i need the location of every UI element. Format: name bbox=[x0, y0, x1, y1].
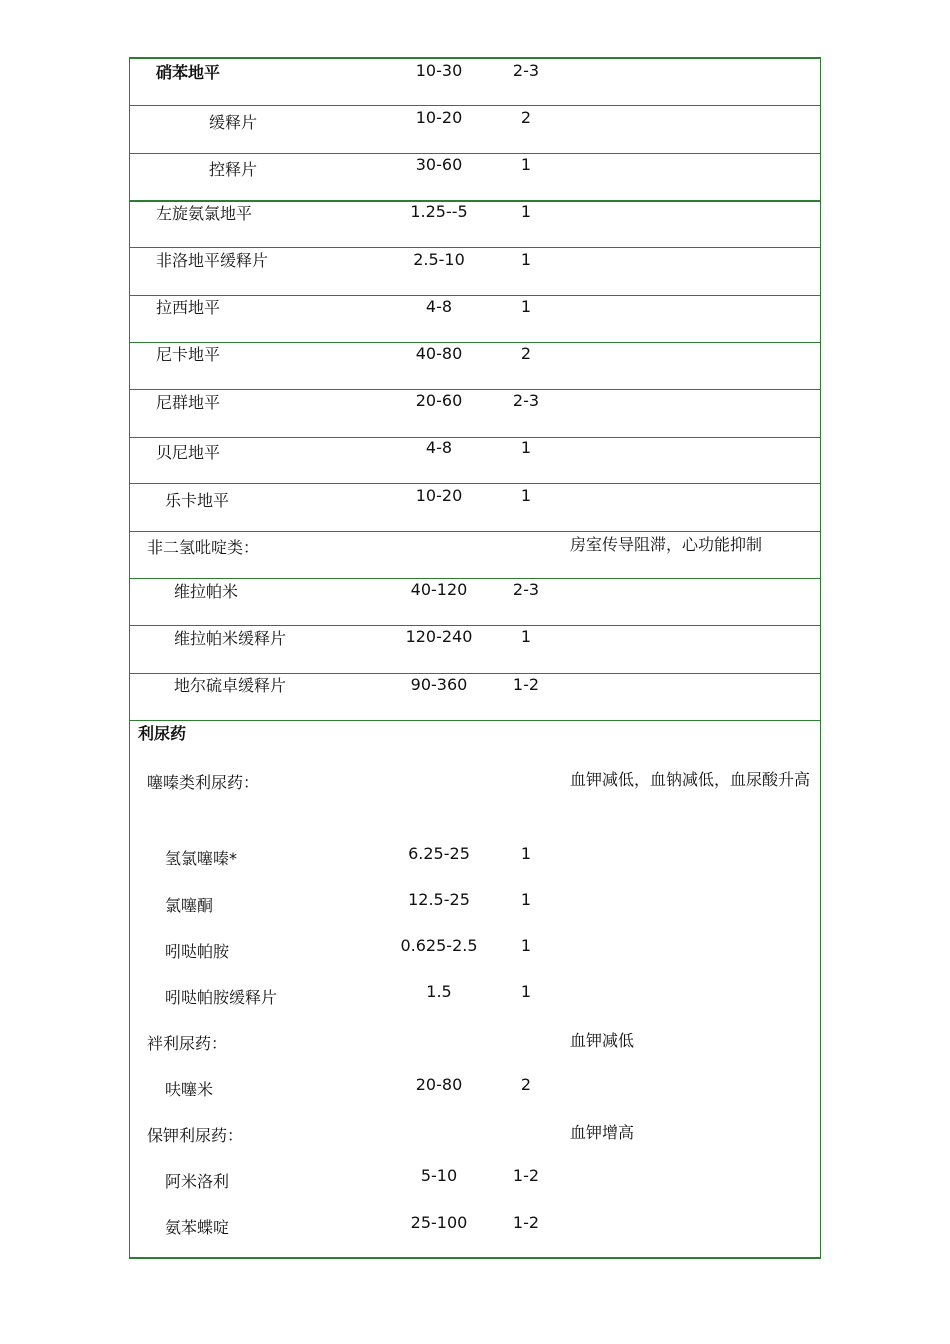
drug-frequency: 2 bbox=[520, 344, 532, 363]
drug-dose: 120-240 bbox=[405, 627, 473, 646]
drug-name: 氢氯噻嗪* bbox=[165, 849, 238, 868]
drug-dose: 25-100 bbox=[410, 1213, 468, 1232]
drug-frequency: 1 bbox=[520, 936, 532, 955]
side-effect-note: 血钾增高 bbox=[570, 1123, 635, 1142]
drug-dose: 90-360 bbox=[410, 675, 468, 694]
drug-dose: 20-60 bbox=[415, 391, 463, 410]
side-effect-note: 房室传导阻滞，心功能抑制 bbox=[570, 535, 763, 554]
drug-dose: 4-8 bbox=[425, 297, 453, 316]
drug-dose: 0.625-2.5 bbox=[400, 936, 478, 955]
drug-name: 阿米洛利 bbox=[165, 1172, 230, 1191]
drug-frequency: 1 bbox=[520, 844, 532, 863]
drug-dose: 40-120 bbox=[410, 580, 468, 599]
drug-frequency: 1 bbox=[520, 155, 532, 174]
drug-frequency: 1 bbox=[520, 890, 532, 909]
drug-dose: 30-60 bbox=[415, 155, 463, 174]
drug-name: 贝尼地平 bbox=[156, 443, 221, 462]
drug-name: 维拉帕米缓释片 bbox=[174, 629, 287, 648]
drug-name: 控释片 bbox=[209, 160, 258, 179]
row-divider bbox=[129, 247, 821, 248]
drug-category: 噻嗪类利尿药： bbox=[147, 773, 260, 792]
drug-frequency: 1-2 bbox=[512, 675, 540, 694]
drug-dose: 10-30 bbox=[415, 61, 463, 80]
drug-frequency: 2-3 bbox=[512, 391, 540, 410]
drug-name: 地尔硫卓缓释片 bbox=[174, 676, 287, 695]
drug-dose: 5-10 bbox=[420, 1166, 458, 1185]
row-divider bbox=[129, 720, 821, 721]
drug-dose: 10-20 bbox=[415, 486, 463, 505]
drug-name: 尼卡地平 bbox=[156, 345, 221, 364]
drug-name: 乐卡地平 bbox=[165, 491, 230, 510]
drug-frequency: 1-2 bbox=[512, 1213, 540, 1232]
row-divider bbox=[129, 625, 821, 626]
row-divider bbox=[129, 673, 821, 674]
row-divider bbox=[129, 295, 821, 296]
drug-dose: 1.5 bbox=[426, 982, 452, 1001]
drug-frequency: 1 bbox=[520, 202, 532, 221]
drug-dose: 12.5-25 bbox=[408, 890, 470, 909]
drug-name: 呋噻米 bbox=[165, 1080, 214, 1099]
drug-name: 氨苯蝶啶 bbox=[165, 1218, 230, 1237]
section-heading: 利尿药 bbox=[138, 724, 187, 743]
drug-frequency: 2 bbox=[520, 108, 532, 127]
drug-dose: 2.5-10 bbox=[413, 250, 465, 269]
drug-frequency: 1 bbox=[520, 250, 532, 269]
drug-category: 袢利尿药： bbox=[147, 1034, 228, 1053]
drug-name: 尼群地平 bbox=[156, 393, 221, 412]
drug-dose: 4-8 bbox=[425, 438, 453, 457]
drug-name: 维拉帕米 bbox=[174, 582, 239, 601]
row-divider bbox=[129, 342, 821, 343]
side-effect-note: 血钾减低，血钠减低，血尿酸升高 bbox=[570, 770, 811, 789]
drug-name: 左旋氨氯地平 bbox=[156, 204, 253, 223]
drug-frequency: 1 bbox=[520, 438, 532, 457]
drug-dose: 10-20 bbox=[415, 108, 463, 127]
row-divider bbox=[129, 389, 821, 390]
drug-name: 非洛地平缓释片 bbox=[156, 251, 269, 270]
drug-frequency: 2-3 bbox=[512, 61, 540, 80]
drug-name: 吲哒帕胺缓释片 bbox=[165, 988, 278, 1007]
drug-category: 非二氢吡啶类： bbox=[147, 538, 260, 557]
drug-name: 吲哒帕胺 bbox=[165, 942, 230, 961]
drug-frequency: 1-2 bbox=[512, 1166, 540, 1185]
drug-category: 保钾利尿药： bbox=[147, 1126, 244, 1145]
drug-name: 氯噻酮 bbox=[165, 896, 214, 915]
row-divider bbox=[129, 153, 821, 154]
drug-dose: 1.25--5 bbox=[410, 202, 468, 221]
drug-frequency: 1 bbox=[520, 982, 532, 1001]
drug-dose: 40-80 bbox=[415, 344, 463, 363]
row-divider bbox=[129, 105, 821, 106]
drug-name: 缓释片 bbox=[209, 113, 258, 132]
drug-name: 拉西地平 bbox=[156, 298, 221, 317]
drug-dose: 20-80 bbox=[415, 1075, 463, 1094]
drug-name: 硝苯地平 bbox=[156, 63, 221, 82]
drug-frequency: 1 bbox=[520, 297, 532, 316]
side-effect-note: 血钾减低 bbox=[570, 1031, 635, 1050]
drug-frequency: 2 bbox=[520, 1075, 532, 1094]
drug-frequency: 2-3 bbox=[512, 580, 540, 599]
row-divider bbox=[129, 483, 821, 484]
drug-dose: 6.25-25 bbox=[408, 844, 470, 863]
drug-frequency: 1 bbox=[520, 627, 532, 646]
drug-frequency: 1 bbox=[520, 486, 532, 505]
row-divider bbox=[129, 578, 821, 579]
